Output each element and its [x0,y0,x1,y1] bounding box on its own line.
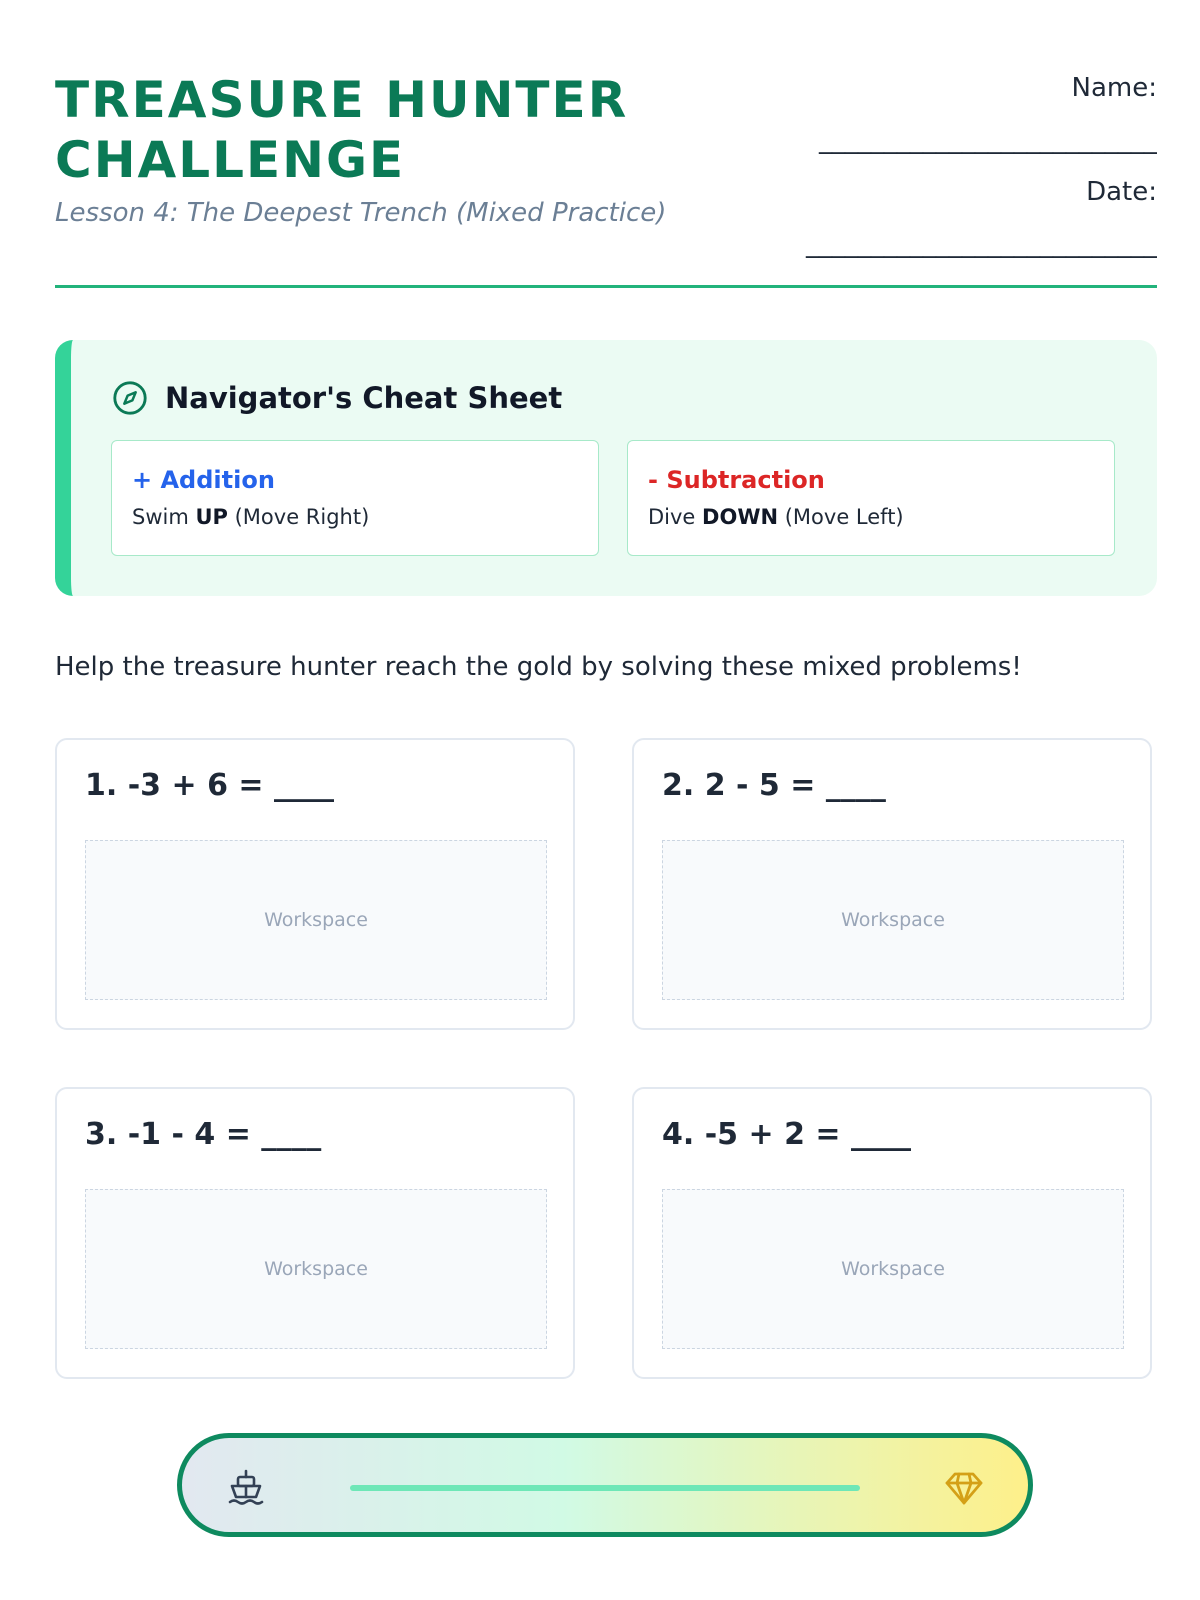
workspace-area[interactable]: Workspace [85,1189,547,1349]
problem-card [55,738,575,1030]
problem-card [632,1087,1152,1379]
problem-card [632,738,1152,1030]
student-info [737,70,1157,278]
subtraction-desc-direction: DOWN [702,505,779,529]
workspace-area[interactable]: Workspace [662,1189,1124,1349]
workspace-area[interactable]: Workspace [85,840,547,1000]
instructions-text: Help the treasure hunter reach the gold by solving these mixed problems! [55,652,1022,682]
treasure-journey-bar [177,1433,1033,1537]
problem-card [55,1087,575,1379]
addition-desc-direction: UP [195,505,228,529]
cheat-sheet-title: Navigator's Cheat Sheet [165,381,563,415]
lesson-subtitle: Lesson 4: The Deepest Trench (Mixed Practice) [55,198,667,228]
workspace-area[interactable]: Workspace [662,840,1124,1000]
page-title: TREASURE HUNTER CHALLENGE [55,71,629,189]
addition-label: + Addition [132,466,275,494]
subtraction-label: - Subtraction [648,466,825,494]
subtraction-desc-prefix: Dive [648,505,703,529]
problem-question: 3. -1 - 4 = ____ [85,1117,322,1152]
cheat-sheet-heading [111,376,562,420]
addition-description [132,503,578,531]
worksheet-page [55,0,1157,1600]
date-field[interactable]: ___________________________ [806,229,1157,259]
worksheet-header [55,70,1157,288]
subtraction-desc-suffix: (Move Left) [778,505,904,529]
addition-rule-card [111,440,599,556]
cheat-sheet-panel [55,340,1157,596]
diamond-icon [944,1468,984,1508]
compass-icon [111,379,149,417]
ship-icon [226,1467,266,1507]
subtraction-rule-card [627,440,1115,556]
problem-question: 2. 2 - 5 = ____ [662,768,886,803]
journey-track [350,1485,860,1491]
name-field[interactable]: __________________________ [819,125,1157,155]
problem-question: 1. -3 + 6 = ____ [85,768,334,803]
name-label: Name: [1071,73,1157,103]
problem-question: 4. -5 + 2 = ____ [662,1117,911,1152]
date-label: Date: [1086,177,1157,207]
addition-desc-suffix: (Move Right) [227,505,370,529]
subtraction-description [648,503,1094,531]
addition-desc-prefix: Swim [132,505,196,529]
